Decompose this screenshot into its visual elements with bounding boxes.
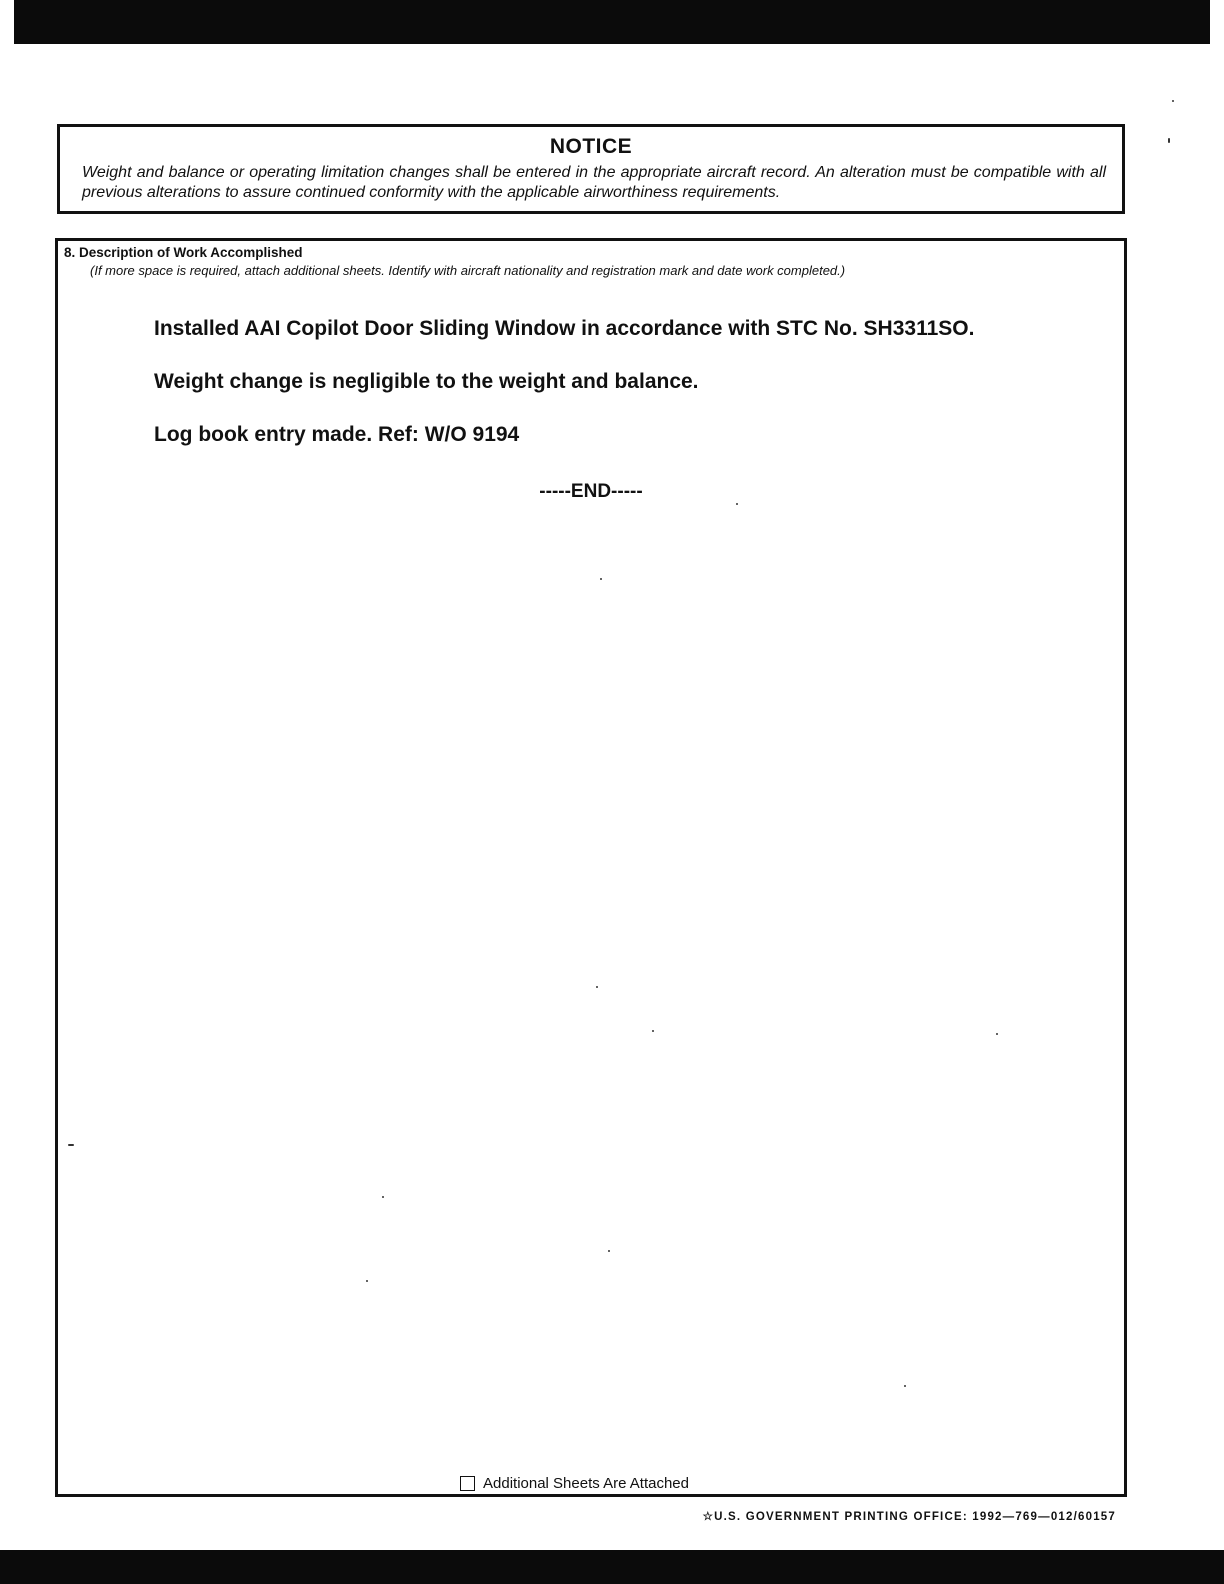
scan-speck bbox=[600, 578, 602, 580]
work-line: Weight change is negligible to the weight and balance. bbox=[154, 370, 699, 393]
work-line: Installed AAI Copilot Door Sliding Window in accordance with STC No. SH3311SO. bbox=[154, 317, 975, 340]
notice-box bbox=[57, 124, 1125, 214]
additional-sheets-checkbox[interactable] bbox=[460, 1476, 475, 1491]
section-label: 8. Description of Work Accomplished bbox=[64, 245, 303, 260]
scan-speck bbox=[736, 503, 738, 505]
printing-office-footer: ☆U.S. GOVERNMENT PRINTING OFFICE: 1992—769—012/60157 bbox=[702, 1511, 1116, 1523]
scan-speck bbox=[652, 1030, 654, 1032]
work-line: Log book entry made. Ref: W/O 9194 bbox=[154, 423, 520, 446]
additional-sheets-row bbox=[460, 1475, 689, 1492]
scan-speck bbox=[904, 1385, 906, 1387]
notice-title: NOTICE bbox=[549, 135, 633, 158]
scan-speck bbox=[596, 986, 598, 988]
work-description-box bbox=[55, 238, 1127, 1497]
scan-speck bbox=[68, 1144, 74, 1146]
scan-speck bbox=[366, 1280, 368, 1282]
scan-speck bbox=[382, 1196, 384, 1198]
notice-text: Weight and balance or operating limitation changes shall be entered in the appropriate aircraft record. An alteration must be compatible with all previous alterations to assure continued conformity with the applicable airworthiness requirements. bbox=[82, 164, 1106, 201]
scan-top-bar bbox=[14, 0, 1210, 44]
additional-sheets-label: Additional Sheets Are Attached bbox=[483, 1475, 689, 1492]
scan-speck bbox=[1168, 138, 1170, 143]
section-instruction: (If more space is required, attach additional sheets. Identify with aircraft nationality and registration mark and date work completed.) bbox=[90, 263, 846, 278]
work-lines bbox=[154, 313, 974, 472]
scan-speck bbox=[608, 1250, 610, 1252]
scan-bottom-bar bbox=[0, 1550, 1224, 1584]
scan-speck bbox=[1172, 100, 1174, 102]
scan-speck bbox=[996, 1033, 998, 1035]
end-marker: -----END----- bbox=[539, 481, 643, 502]
